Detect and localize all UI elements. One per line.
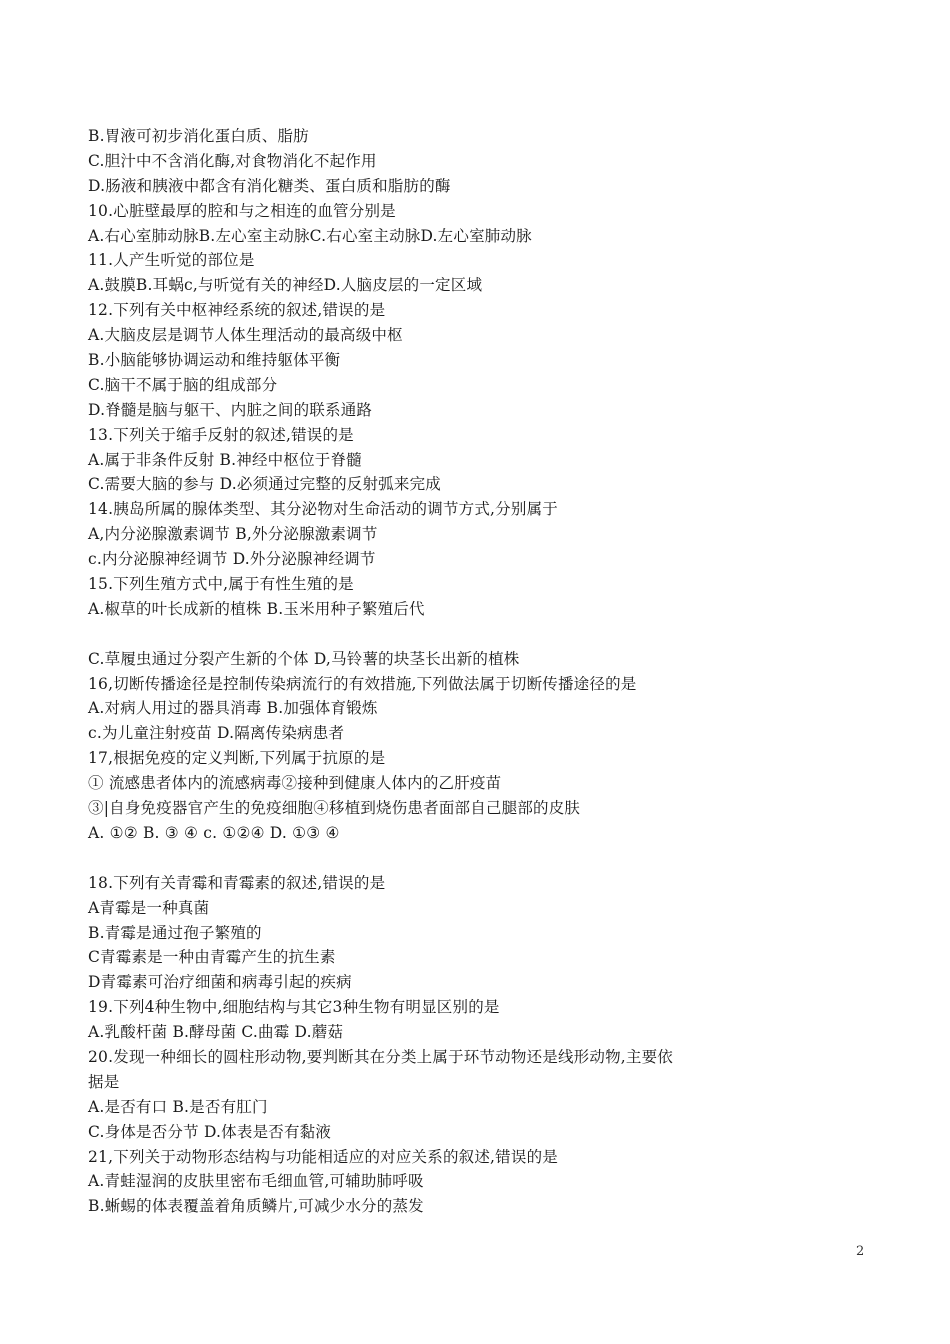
text-line: B.青霉是通过孢子繁殖的: [88, 923, 262, 942]
text-line: 16,切断传播途径是控制传染病流行的有效措施,下列做法属于切断传播途径的是: [88, 674, 637, 693]
text-line: ① 流感患者体内的流感病毒②接种到健康人体内的乙肝疫苗: [88, 774, 502, 793]
text-line: 15.下列生殖方式中,属于有性生殖的是: [88, 575, 354, 594]
blank-line: [88, 622, 878, 647]
text-line: 14.胰岛所属的腺体类型、其分泌物对生命活动的调节方式,分别属于: [88, 500, 558, 519]
text-line: A青霉是一种真菌: [88, 898, 210, 917]
text-line: 21,下列关于动物形态结构与功能相适应的对应关系的叙述,错误的是: [88, 1147, 558, 1166]
text-line: C.需要大脑的参与 D.必须通过完整的反射弧来完成: [88, 475, 441, 494]
text-line: A.鼓膜B.耳蜗c,与听觉有关的神经D.人脑皮层的一定区域: [88, 276, 483, 295]
text-line: ③|自身免疫器官产生的免疫细胞④移植到烧伤患者面部自己腿部的皮肤: [88, 799, 581, 818]
text-line: C青霉素是一种由青霉产生的抗生素: [88, 948, 336, 967]
text-line: B.胃液可初步消化蛋白质、脂肪: [88, 127, 309, 145]
text-line: c.内分泌腺神经调节 D.外分泌腺神经调节: [88, 550, 376, 569]
text-line: A.对病人用过的器具消毒 B.加强体育锻炼: [88, 699, 378, 718]
text-line: 20.发现一种细长的圆柱形动物,要判断其在分类上属于环节动物还是线形动物,主要依: [88, 1047, 674, 1066]
text-line: 19.下列4种生物中,细胞结构与其它3种生物有明显区别的是: [88, 998, 500, 1017]
text-line: 13.下列关于缩手反射的叙述,错误的是: [88, 425, 354, 444]
text-line: A. ①② B. ③ ④ c. ①②④ D. ①③ ④: [88, 823, 340, 842]
text-line: 11.人产生听觉的部位是: [88, 251, 255, 270]
text-line: A.右心室肺动脉B.左心室主动脉C.右心室主动脉D.左心室肺动脉: [88, 226, 532, 245]
text-line: A.是否有口 B.是否有肛门: [88, 1097, 268, 1116]
document-body: [88, 124, 878, 1219]
text-line: 据是: [88, 1072, 120, 1091]
text-line: A.乳酸杆菌 B.酵母菌 C.曲霉 D.蘑菇: [88, 1023, 344, 1042]
text-line: D青霉素可治疗细菌和病毒引起的疾病: [88, 973, 352, 992]
text-line: C.胆汁中不含消化酶,对食物消化不起作用: [88, 151, 377, 170]
text-line: 17,根据免疫的定义判断,下列属于抗原的是: [88, 749, 386, 768]
text-line: 18.下列有关青霉和青霉素的叙述,错误的是: [88, 873, 386, 892]
blank-line: [88, 846, 878, 871]
text-line: A.属于非条件反射 B.神经中枢位于脊髓: [88, 450, 362, 469]
text-line: C.草履虫通过分裂产生新的个体 D,马铃薯的块茎长出新的植株: [88, 649, 520, 668]
text-line: A.大脑皮层是调节人体生理活动的最高级中枢: [88, 326, 403, 345]
text-line: 12.下列有关中枢神经系统的叙述,错误的是: [88, 301, 386, 320]
page-number: 2: [856, 1244, 865, 1259]
text-line: A.青蛙湿润的皮肤里密布毛细血管,可辅助肺呼吸: [88, 1172, 424, 1191]
text-line: 10.心脏壁最厚的腔和与之相连的血管分别是: [88, 201, 396, 220]
text-line: C.脑干不属于脑的组成部分: [88, 375, 278, 394]
text-line: A,内分泌腺激素调节 B,外分泌腺激素调节: [88, 525, 378, 544]
text-line: D.肠液和胰液中都含有消化糖类、蛋白质和脂肪的酶: [88, 176, 451, 195]
text-line: D.脊髓是脑与躯干、内脏之间的联系通路: [88, 400, 373, 419]
text-line: A.椒草的叶长成新的植株 B.玉米用种子繁殖后代: [88, 599, 425, 618]
text-line: C.身体是否分节 D.体表是否有黏液: [88, 1122, 332, 1141]
text-line: c.为儿童注射疫苗 D.隔离传染病患者: [88, 724, 345, 743]
text-line: B.蜥蜴的体表覆盖着角质鳞片,可减少水分的蒸发: [88, 1197, 424, 1216]
text-line: B.小脑能够协调运动和维持躯体平衡: [88, 351, 341, 370]
